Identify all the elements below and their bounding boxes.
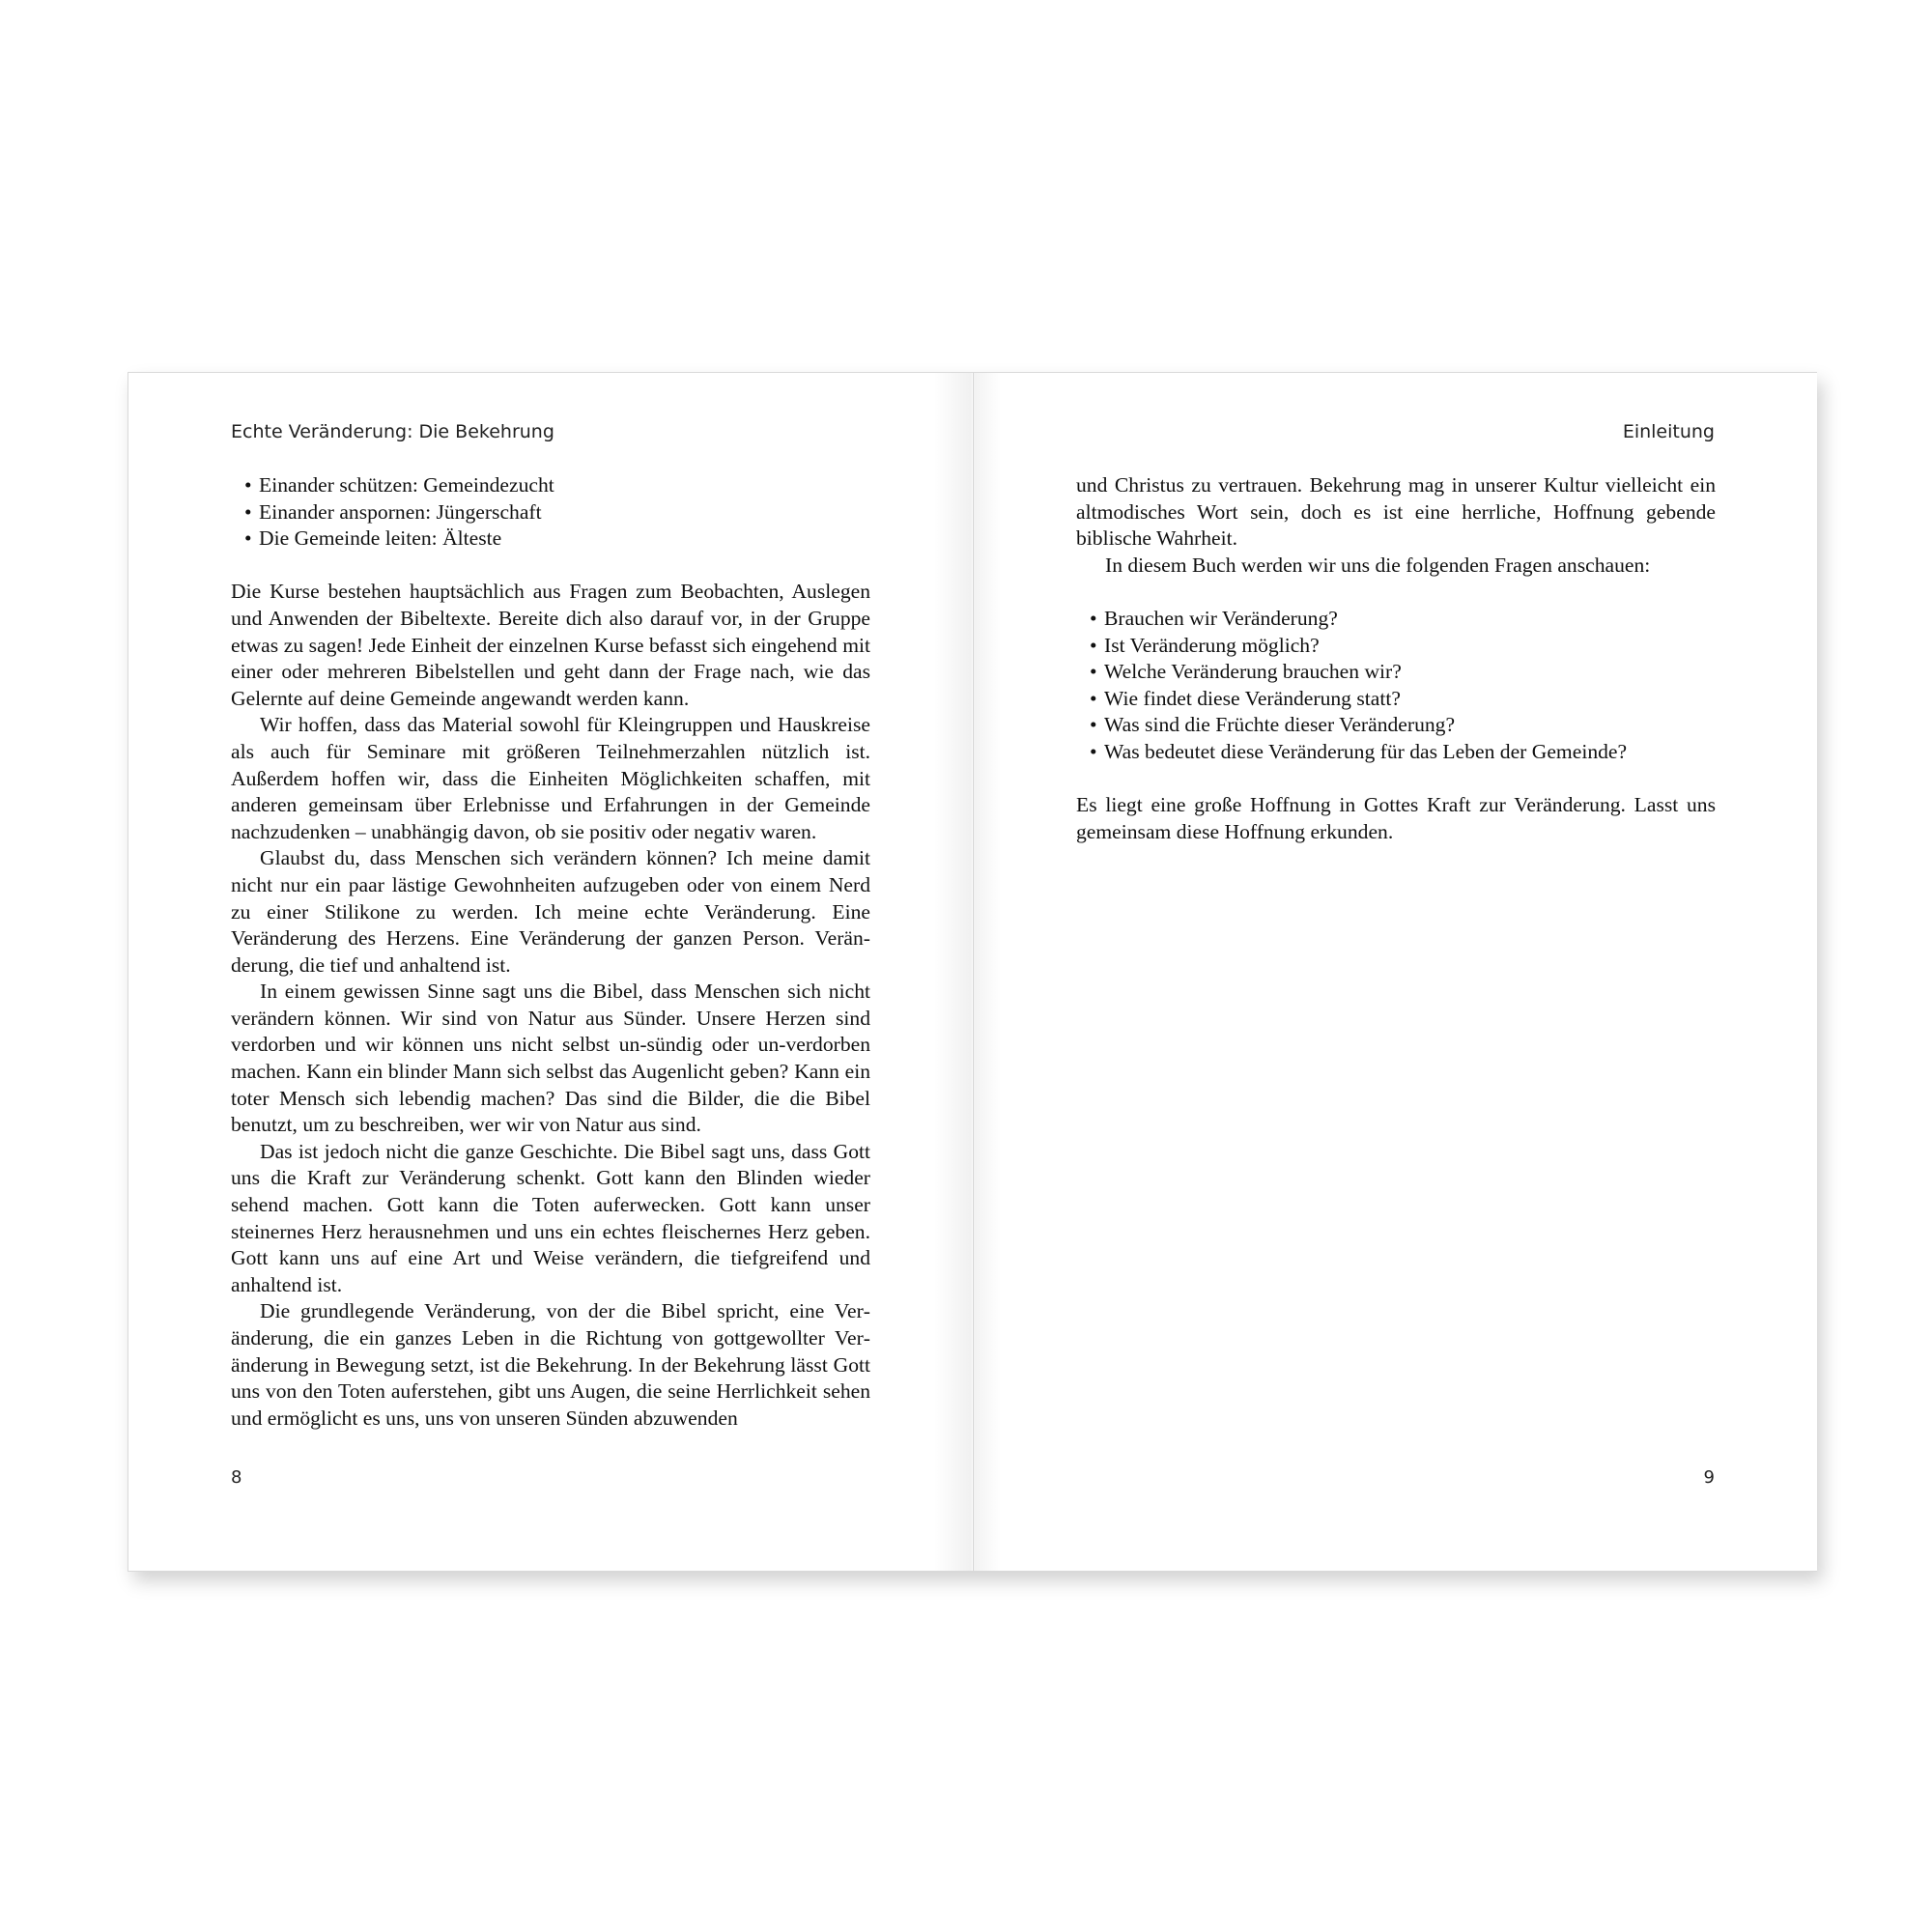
paragraph: Die grundlegende Veränderung, von der die Bibel spricht, eine Veränderung, die ein ganzes Leben in die Richtung von gottgewollter Veränderung in Bewegung setzt, ist die Bekehrung. In der Bekehrung lässt Gott uns von den Toten auferstehen, gibt uns Augen, die seine Herrlichkeit sehen und ermöglicht es uns, uns von unseren Sünden abzuwenden <box>231 1299 870 1430</box>
running-head: Echte Veränderung: Die Bekehrung <box>231 421 554 442</box>
gutter-shadow <box>933 373 972 1571</box>
bullet-icon: • <box>244 526 252 551</box>
list-item: • Einander anspornen: Jüngerschaft <box>231 499 870 526</box>
bullet-icon: • <box>244 473 252 497</box>
book-spread <box>128 372 1817 1572</box>
paragraph: Wir hoffen, dass das Material sowohl für Kleingruppen und Hauskreise als auch für Seminare mit größeren Teilnehmerzahlen nützlich ist. Außerdem hoffen wir, dass die Einheiten Möglichkeiten schaffen, mit anderen gemeinsam über Erlebnisse und Erfahrungen in der Gemeinde nachzudenken – unabhängig davon, ob sie positiv oder negativ waren. <box>231 713 870 843</box>
list-item: • Welche Veränderung brauchen wir? <box>1076 659 1716 686</box>
paragraph: und Christus zu vertrauen. Bekehrung mag in unserer Kultur vielleicht ein altmodisches Wort sein, doch es ist eine herrliche, Hoffnung gebende biblische Wahrheit. <box>1076 473 1716 551</box>
paragraph: Glaubst du, dass Menschen sich verändern können? Ich meine damit nicht nur ein paar lästige Gewohnheiten aufzugeben oder von einem Nerd zu einer Stilikone zu werden. Ich meine echte Veränderung. Eine Veränderung des Herzens. Eine Veränderung der ganzen Person. Veränderung, die tief und anhaltend ist. <box>231 846 870 977</box>
running-head: Einleitung <box>1622 421 1715 442</box>
list-item: • Was sind die Früchte dieser Veränderung? <box>1076 712 1716 739</box>
bullet-icon: • <box>1090 739 1097 763</box>
list-item: • Wie findet diese Veränderung statt? <box>1076 686 1716 713</box>
list-item: • Die Gemeinde leiten: Älteste <box>231 526 870 553</box>
bullet-list <box>231 472 870 553</box>
list-item: • Einander schützen: Gemeindezucht <box>231 472 870 499</box>
bullet-icon: • <box>1090 606 1097 630</box>
gutter-shadow <box>974 373 1001 1571</box>
list-item: • Ist Veränderung möglich? <box>1076 633 1716 660</box>
bullet-icon: • <box>1090 660 1097 684</box>
list-item: • Was bedeutet diese Veränderung für das Leben der Gemeinde? <box>1076 739 1716 766</box>
bullet-list <box>1076 606 1716 766</box>
bullet-icon: • <box>1090 686 1097 710</box>
paragraph: In diesem Buch werden wir uns die folgenden Fragen anschauen: <box>1105 553 1651 577</box>
page-number: 9 <box>1703 1467 1715 1488</box>
page-number: 8 <box>231 1467 242 1488</box>
paragraph: Das ist jedoch nicht die ganze Geschichte. Die Bibel sagt uns, dass Gott uns die Kraft zur Veränderung schenkt. Gott kann den Blinden wieder sehend machen. Gott kann die Toten auferwecken. Gott kann unser steinernes Herz herausnehmen und uns ein echtes fleischernes Herz geben. Gott kann uns auf eine Art und Weise verändern, die tiefgreifend und anhaltend ist. <box>231 1139 870 1296</box>
paragraph: Die Kurse bestehen hauptsächlich aus Fragen zum Beobachten, Auslegen und Anwenden der Bibeltexte. Bereite dich also darauf vor, in der Gruppe etwas zu sagen! Jede Einheit der einzelnen Kurse befasst sich eingehend mit einer oder mehreren Bibelstellen und geht dann der Frage nach, wie das Gelernte auf deine Gemeinde angewandt werden kann. <box>231 580 870 710</box>
bullet-icon: • <box>1090 713 1097 737</box>
body-text <box>1076 472 1716 845</box>
left-page <box>128 373 972 1571</box>
bullet-icon: • <box>1090 633 1097 657</box>
body-text <box>231 472 870 1432</box>
paragraph: In einem gewissen Sinne sagt uns die Bibel, dass Menschen sich nicht verändern können. Wir sind von Natur aus Sünder. Unsere Herzen sind verdorben und wir können uns nicht selbst un-sündig oder un-verdorben machen. Kann ein blinder Mann sich selbst das Augenlicht geben? Kann ein toter Mensch sich lebendig machen? Das sind die Bilder, die die Bibel benutzt, um zu beschreiben, wer wir von Natur aus sind. <box>231 980 870 1137</box>
right-page <box>973 373 1817 1571</box>
bullet-icon: • <box>244 499 252 524</box>
paragraph: Es liegt eine große Hoffnung in Gottes Kraft zur Veränderung. Lasst uns gemeinsam diese Hoffnung erkunden. <box>1076 793 1716 843</box>
list-item: • Brauchen wir Veränderung? <box>1076 606 1716 633</box>
